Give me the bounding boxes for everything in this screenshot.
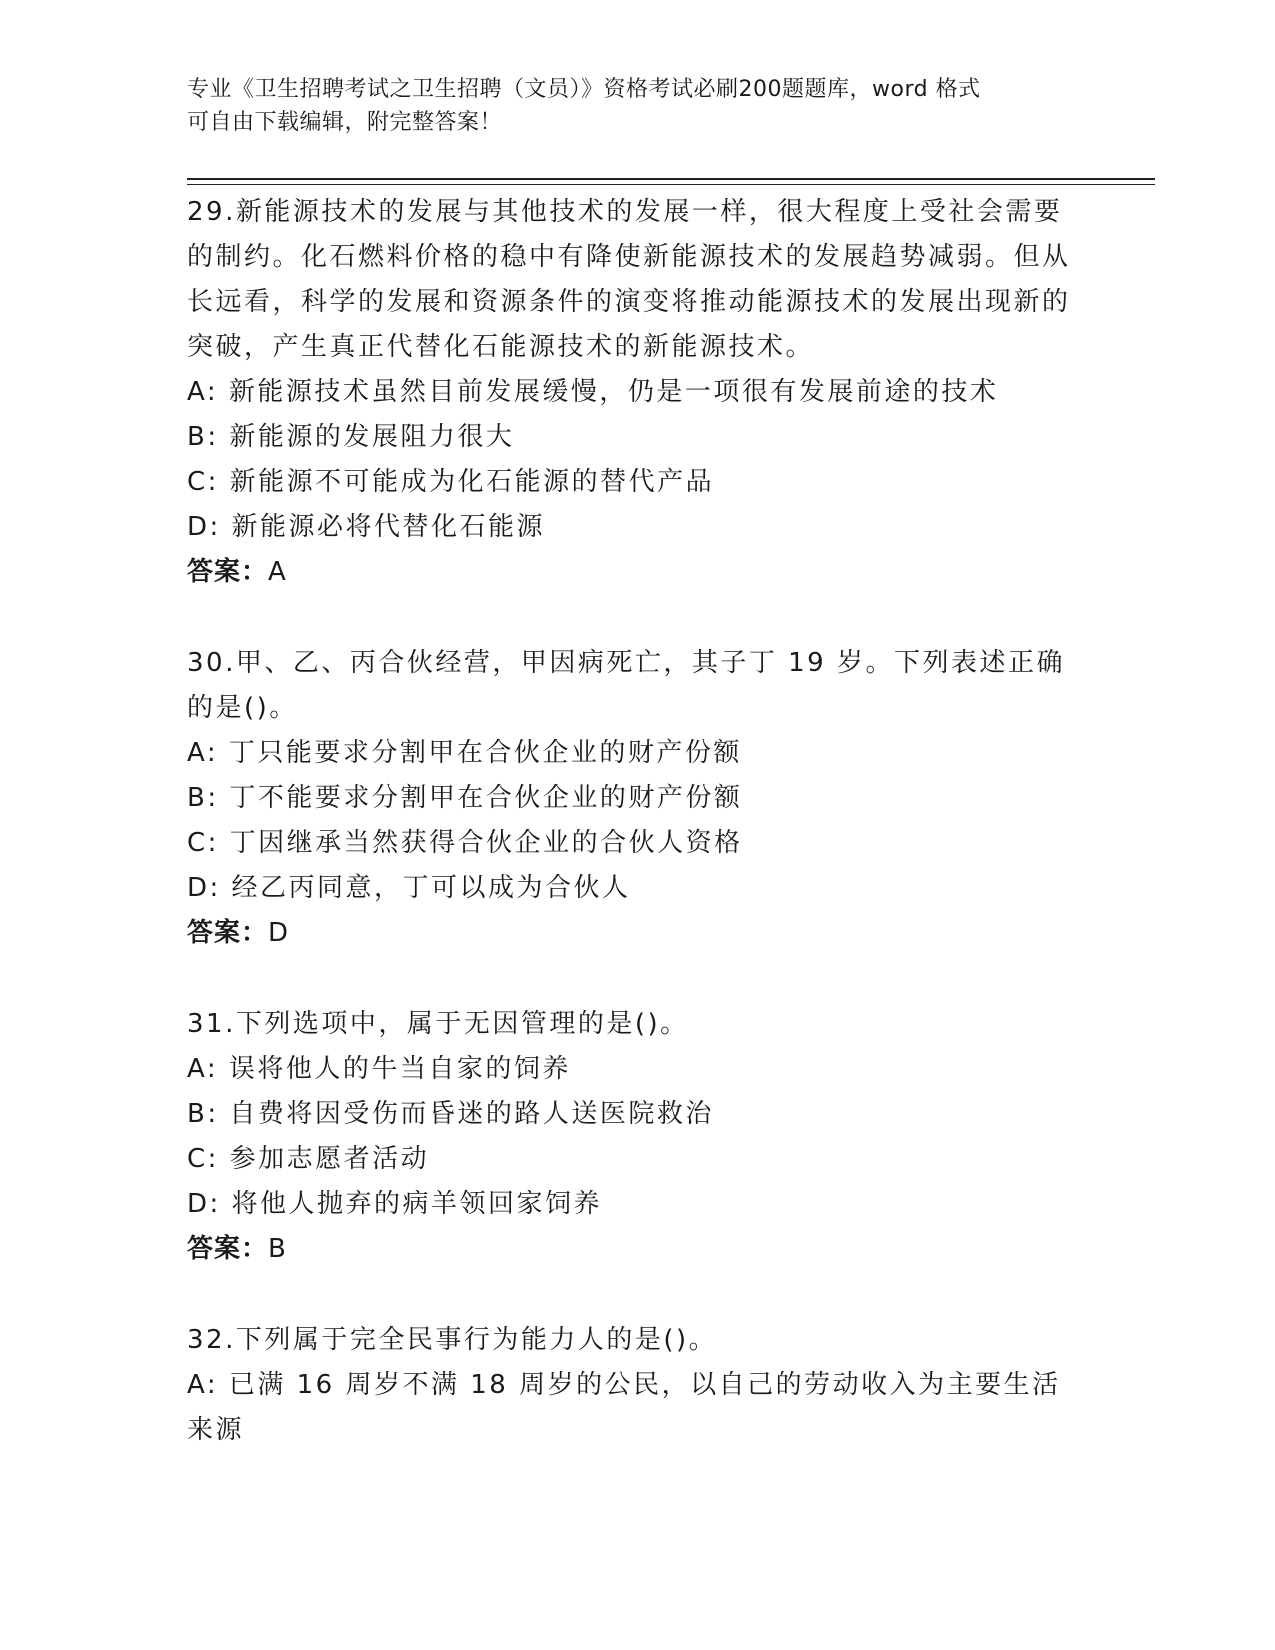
option-a: A: 新能源技术虽然目前发展缓慢，仍是一项很有发展前途的技术	[187, 377, 999, 407]
header-line-1: 专业《卫生招聘考试之卫生招聘（文员）》资格考试必刷200题题库，word 格式	[187, 77, 981, 102]
question-stem: 31.下列选项中，属于无因管理的是()。	[187, 1009, 689, 1039]
answer-value: A	[268, 557, 287, 587]
document-header	[187, 73, 1067, 139]
header-divider-thick	[187, 178, 1155, 180]
option-c: C: 新能源不可能成为化石能源的替代产品	[187, 467, 715, 497]
option-c: C: 参加志愿者活动	[187, 1144, 430, 1174]
question-30	[187, 641, 1077, 956]
answer-line	[187, 911, 1077, 956]
option-b: B: 丁不能要求分割甲在合伙企业的财产份额	[187, 783, 743, 813]
question-stem: 32.下列属于完全民事行为能力人的是()。	[187, 1325, 718, 1355]
answer-value: D	[268, 918, 290, 948]
option-d: D: 将他人抛弃的病羊领回家饲养	[187, 1189, 603, 1219]
option-b: B: 自费将因受伤而昏迷的路人送医院救治	[187, 1099, 714, 1129]
question-32	[187, 1318, 1077, 1453]
answer-label: 答案：	[187, 1234, 269, 1264]
answer-line	[187, 550, 1077, 595]
option-c: C: 丁因继承当然获得合伙企业的合伙人资格	[187, 828, 743, 858]
option-d: D: 新能源必将代替化石能源	[187, 512, 546, 542]
question-stem: 30.甲、乙、丙合伙经营，甲因病死亡，其子丁 19 岁。下列表述正确的是()。	[187, 648, 1065, 723]
question-31	[187, 1002, 1077, 1272]
answer-line	[187, 1227, 1077, 1272]
question-list	[187, 190, 1077, 1453]
option-b: B: 新能源的发展阻力很大	[187, 422, 515, 452]
question-29	[187, 190, 1077, 595]
header-line-2: 可自由下载编辑，附完整答案！	[187, 110, 503, 135]
answer-label: 答案：	[187, 918, 269, 948]
option-d: D: 经乙丙同意，丁可以成为合伙人	[187, 873, 631, 903]
header-divider-thin	[187, 184, 1155, 185]
answer-value: B	[268, 1234, 287, 1264]
option-a: A: 已满 16 周岁不满 18 周岁的公民，以自己的劳动收入为主要生活来源	[187, 1370, 1061, 1445]
option-a: A: 丁只能要求分割甲在合伙企业的财产份额	[187, 738, 742, 768]
option-a: A: 误将他人的牛当自家的饲养	[187, 1054, 571, 1084]
question-stem: 29.新能源技术的发展与其他技术的发展一样，很大程度上受社会需要的制约。化石燃料价格的稳中有降使新能源技术的发展趋势减弱。但从长远看，科学的发展和资源条件的演变将推动能源技术的发展出现新的突破，产生真正代替化石能源技术的新能源技术。	[187, 197, 1071, 362]
answer-label: 答案：	[187, 557, 269, 587]
